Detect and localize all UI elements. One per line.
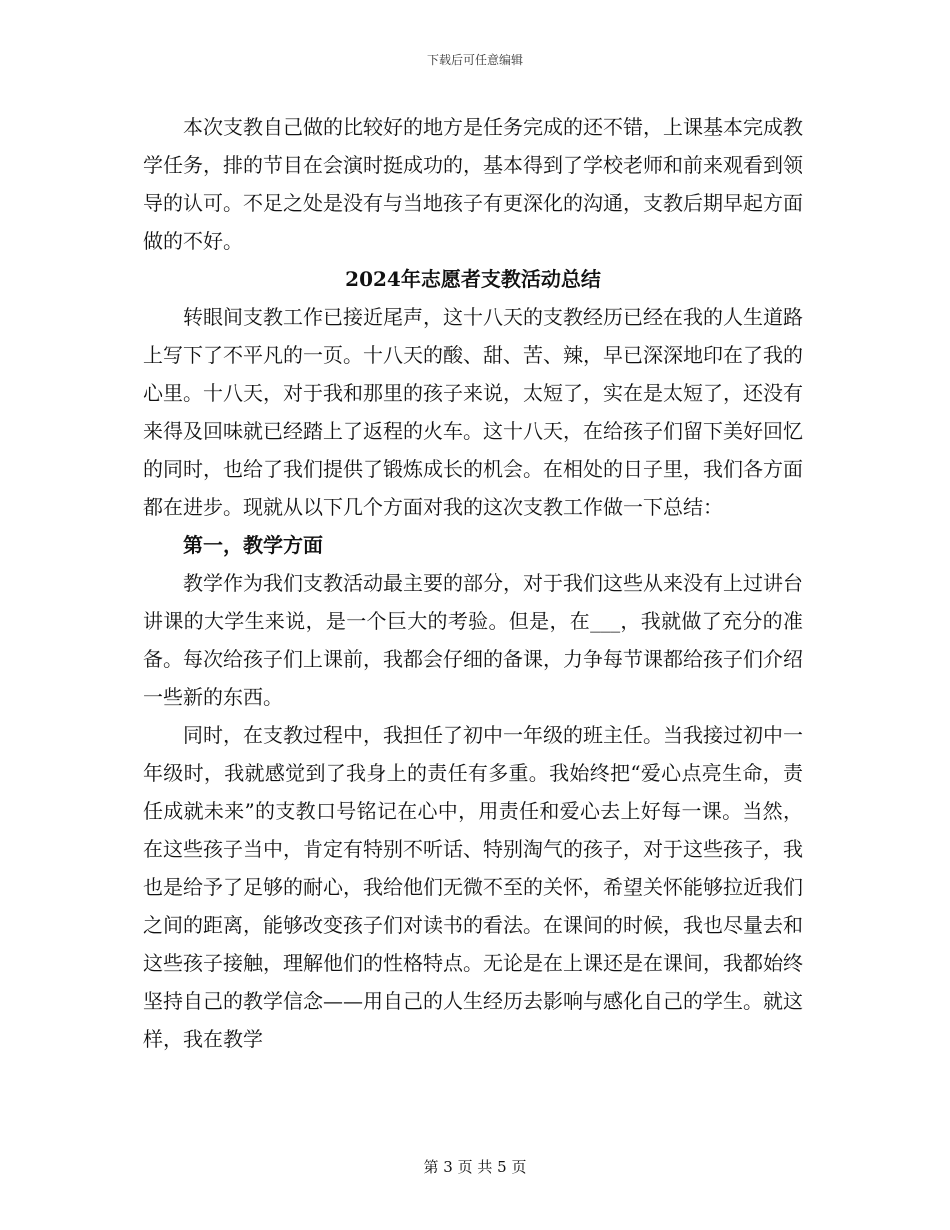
page-number-footer: 第 3 页 共 5 页 — [423, 1158, 527, 1176]
body-paragraph-1: 转眼间支教工作已接近尾声，这十八天的支教经历已经在我的人生道路上写下了不平凡的一页。十八天的酸、甜、苦、辣，早已深深地印在了我的心里。十八天，对于我和那里的孩子来说，太短了，实在是太短了，还没有来得及回味就已经踏上了返程的火车。这十八天，在给孩子们留下美好回忆的同时，也给了我们提供了锻炼成长的机会。在相处的日子里，我们各方面都在进步。现就从以下几个方面对我的这次支教工作做一下总结： — [143, 305, 803, 519]
body-paragraph-3: 同时，在支教过程中，我担任了初中一年级的班主任。当我接过初中一年级时，我就感觉到了我身上的责任有多重。我始终把“爱心点亮生命，责任成就未来”的支教口号铭记在心中，用责任和爱心去上好每一课。当然，在这些孩子当中，肯定有特别不听话、特别淘气的孩子，对于这些孩子，我也是给予了足够的耐心，我给他们无微不至的关怀，希望关怀能够拉近我们之间的距离，能够改变孩子们对读书的看法。在课间的时候，我也尽量去和这些孩子接触，理解他们的性格特点。无论是在上课还是在课间，我都始终坚持自己的教学信念——用自己的人生经历去影响与感化自己的学生。就这样，我在教学 — [143, 723, 803, 1051]
body-paragraph-2: 教学作为我们支教活动最主要的部分，对于我们这些从来没有上过讲台讲课的大学生来说，是一个巨大的考验。但是，在___，我就做了充分的准备。每次给孩子们上课前，我都会仔细的备课，力争每节课都给孩子们介绍一些新的东西。 — [143, 571, 803, 709]
document-body — [143, 108, 803, 1058]
section-heading-teaching: 第一，教学方面 — [183, 533, 323, 557]
intro-paragraph: 本次支教自己做的比较好的地方是任务完成的还不错，上课基本完成教学任务，排的节目在会演时挺成功的，基本得到了学校老师和前来观看到领导的认可。不足之处是没有与当地孩子有更深化的沟通，支教后期早起方面做的不好。 — [143, 115, 803, 253]
document-title: 2024年志愿者支教活动总结 — [345, 267, 601, 291]
page-header-note: 下载后可任意编辑 — [426, 53, 523, 67]
